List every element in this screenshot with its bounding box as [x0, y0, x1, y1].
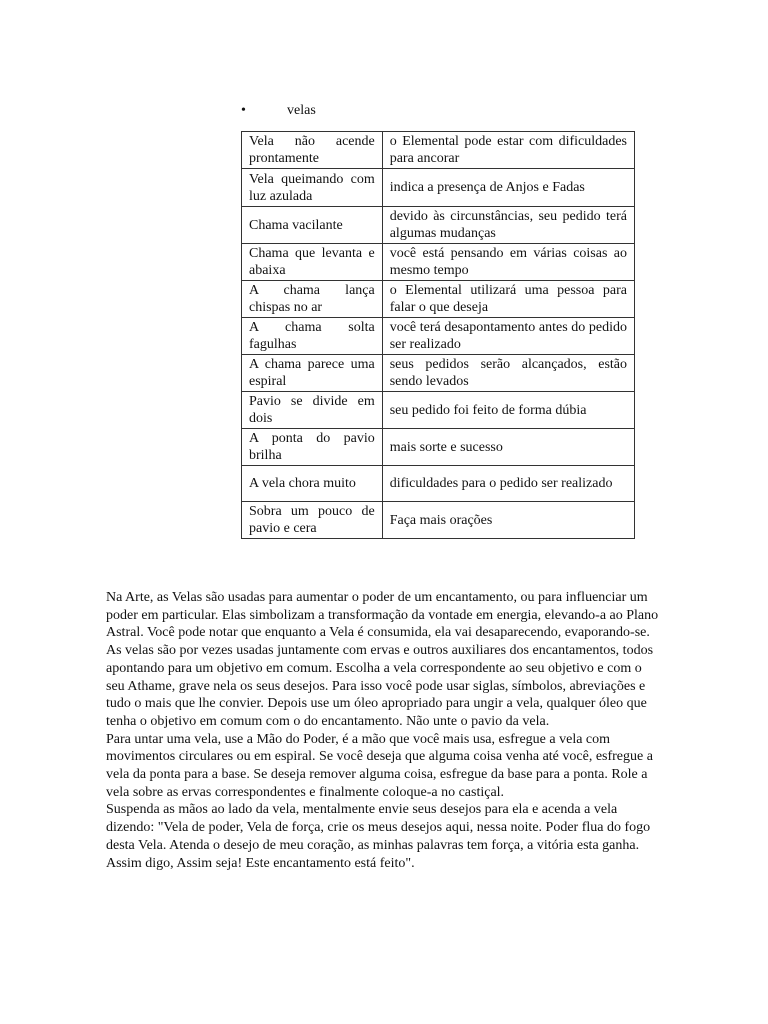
table-cell-meaning: seus pedidos serão alcançados, estão sendo levados	[382, 355, 634, 392]
table-cell-sign: Vela queimando com luz azulada	[242, 169, 383, 207]
table-cell-meaning: você terá desapontamento antes do pedido ser realizado	[382, 318, 634, 355]
table-cell-meaning: o Elemental utilizará uma pessoa para falar o que deseja	[382, 281, 634, 318]
table-cell-sign: Chama vacilante	[242, 207, 383, 244]
table-row	[242, 281, 635, 318]
bullet-item-velas	[241, 102, 316, 120]
paragraph: As velas são por vezes usadas juntamente com ervas e outros auxiliares dos encantamentos, todos apontando para um objetivo em comum. Escolha a vela correspondente ao seu objetivo e com o seu Athame, grave nela os seus desejos. Para isso você pode usar siglas, símbolos, abreviações e tudo o mais que lhe convier. Depois use um óleo apropriado para ungir a vela, qualquer óleo que tenha o objetivo em comum com o do encantamento. Não unte o pavio da vela.	[106, 643, 654, 729]
table-row	[242, 169, 635, 207]
table-row	[242, 132, 635, 169]
table-cell-meaning: o Elemental pode estar com dificuldades para ancorar	[382, 132, 634, 169]
candle-signs-table	[241, 131, 635, 539]
table-cell-sign: Sobra um pouco de pavio e cera	[242, 502, 383, 539]
table-cell-sign: A ponta do pavio brilha	[242, 429, 383, 466]
table-row	[242, 318, 635, 355]
table-cell-meaning: você está pensando em várias coisas ao mesmo tempo	[382, 244, 634, 281]
bullet-icon: •	[241, 103, 246, 118]
body-text	[106, 589, 662, 872]
table-cell-sign: Chama que levanta e abaixa	[242, 244, 383, 281]
table-row	[242, 429, 635, 466]
table-cell-sign: Pavio se divide em dois	[242, 392, 383, 429]
table-cell-meaning: Faça mais orações	[382, 502, 634, 539]
table-row	[242, 502, 635, 539]
paragraph: Para untar uma vela, use a Mão do Poder, é a mão que você mais usa, esfregue a vela com movimentos circulares ou em espiral. Se você deseja que alguma coisa venha até você, esfregue a vela da ponta para a base. Se deseja remover alguma coisa, esfregue da base para a ponta. Role a vela sobre as ervas correspondentes e finalmente coloque-a no castiçal.	[106, 731, 653, 800]
table-cell-meaning: mais sorte e sucesso	[382, 429, 634, 466]
table-cell-sign: A vela chora muito	[242, 466, 383, 502]
table-cell-sign: A chama parece uma espiral	[242, 355, 383, 392]
table-cell-meaning: indica a presença de Anjos e Fadas	[382, 169, 634, 207]
table-cell-sign: A chama solta fagulhas	[242, 318, 383, 355]
table-row	[242, 466, 635, 502]
table-row	[242, 244, 635, 281]
table-row	[242, 392, 635, 429]
table-cell-sign: Vela não acende prontamente	[242, 132, 383, 169]
table-row	[242, 355, 635, 392]
bullet-label: velas	[287, 103, 316, 118]
paragraph: Na Arte, as Velas são usadas para aumentar o poder de um encantamento, ou para influenciar um poder em particular. Elas simbolizam a transformação da vontade em energia, elevando-a ao Plano Astral. Você pode notar que enquanto a Vela é consumida, ela vai desaparecendo, evaporando-se.	[106, 590, 659, 641]
table-cell-sign: A chama lança chispas no ar	[242, 281, 383, 318]
table-cell-meaning: devido às circunstâncias, seu pedido terá algumas mudanças	[382, 207, 634, 244]
table-row	[242, 207, 635, 244]
paragraph: Suspenda as mãos ao lado da vela, mentalmente envie seus desejos para ela e acenda a vela dizendo: "Vela de poder, Vela de força, crie os meus desejos aqui, nessa noite. Poder flua do fogo desta Vela. Atenda o desejo de meu coração, as minhas palavras tem força, a vitória esta ganha. Assim digo, Assim seja! Este encantamento está feito".	[106, 802, 651, 871]
table-cell-meaning: seu pedido foi feito de forma dúbia	[382, 392, 634, 429]
table-cell-meaning: dificuldades para o pedido ser realizado	[382, 466, 634, 502]
